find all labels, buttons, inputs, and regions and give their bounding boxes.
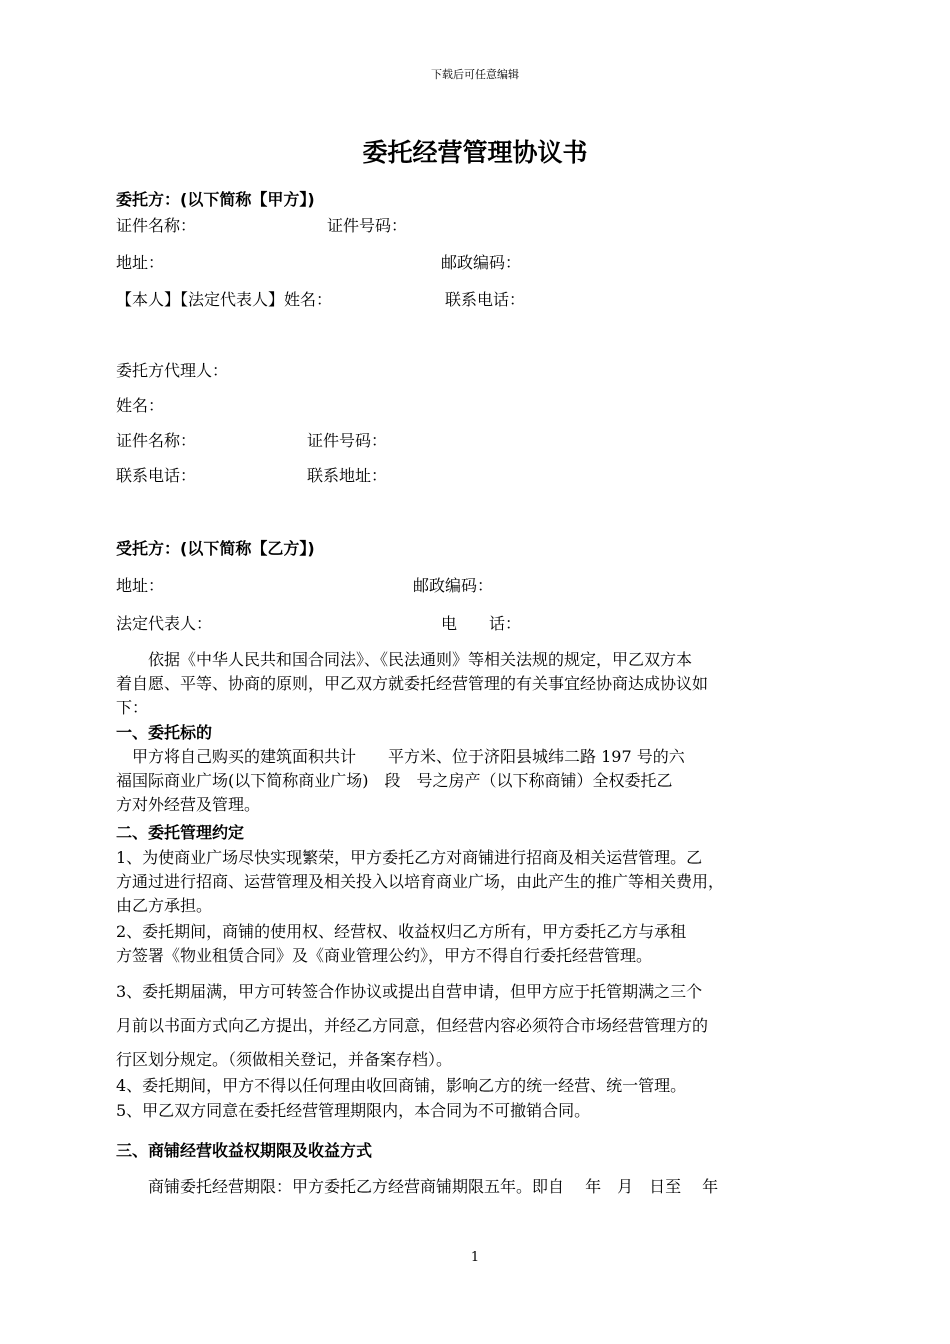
agent-contact-row	[116, 466, 388, 486]
party-a-id-row	[116, 216, 408, 236]
party-b-address-row	[116, 576, 494, 596]
intro-line: 依据《中华人民共和国合同法》、《民法通则》等相关法规的规定，甲乙双方本	[116, 650, 693, 669]
party-a-heading: 委托方：(以下简称【甲方】)	[116, 190, 315, 209]
agent-name: 姓名：	[116, 396, 165, 415]
section2-item5: 5、甲乙双方同意在委托经营管理期限内，本合同为不可撤销合同。	[116, 1101, 591, 1120]
party-b-heading: 受托方：(以下简称【乙方】)	[116, 539, 315, 558]
party-b-legal-rep: 法定代表人：	[116, 614, 213, 633]
intro-paragraph	[116, 648, 836, 720]
party-b-rep-row	[116, 614, 522, 634]
party-b-postcode: 邮政编码：	[413, 576, 494, 595]
section2-item4: 4、委托期间，甲方不得以任何理由收回商铺，影响乙方的统一经营、统一管理。	[116, 1076, 687, 1095]
agent-id-row	[116, 431, 388, 451]
page-header: 下载后可任意编辑	[431, 68, 519, 81]
party-a-id-name: 证件名称：	[116, 216, 197, 235]
section1-line: 方对外经营及管理。	[116, 795, 261, 814]
section1-paragraph	[116, 745, 836, 817]
party-a-id-number: 证件号码：	[327, 216, 408, 235]
party-a-address: 地址：	[116, 253, 165, 272]
section2-heading: 二、委托管理约定	[116, 823, 245, 842]
agent-phone: 联系电话：	[116, 466, 197, 485]
intro-line: 着自愿、平等、协商的原则，甲乙双方就委托经营管理的有关事宜经协商达成协议如	[116, 674, 709, 693]
document-title: 委托经营管理协议书	[362, 138, 588, 167]
agent-id-number: 证件号码：	[307, 431, 388, 450]
section2-item3-line: 月前以书面方式向乙方提出，并经乙方同意，但经营内容必须符合市场经营管理方的	[116, 1016, 709, 1035]
agent-address: 联系地址：	[307, 466, 388, 485]
section2-item2-line: 2、委托期间，商铺的使用权、经营权、收益权归乙方所有，甲方委托乙方与承租	[116, 922, 687, 941]
section1-line: 甲方将自己购买的建筑面积共计 平方米、位于济阳县城纬二路 197 号的六	[116, 747, 685, 766]
section2-item1-line: 方通过进行招商、运营管理及相关投入以培育商业广场，由此产生的推广等相关费用，	[116, 872, 725, 891]
section2-item1	[116, 846, 836, 918]
section1-line: 福国际商业广场(以下简称商业广场) 段 号之房产（以下称商铺）全权委托乙	[116, 771, 673, 790]
section2-item3-line: 3、委托期届满，甲方可转签合作协议或提出自营申请，但甲方应于托管期满之三个	[116, 982, 703, 1001]
party-b-phone: 电 话：	[441, 614, 522, 633]
section3-heading: 三、商铺经营收益权期限及收益方式	[116, 1141, 373, 1160]
section2-item1-line: 1、为使商业广场尽快实现繁荣，甲方委托乙方对商铺进行招商及相关运营管理。乙	[116, 848, 703, 867]
section2-item1-line: 由乙方承担。	[116, 896, 213, 915]
page-number: 1	[470, 1250, 480, 1265]
party-a-address-row	[116, 253, 522, 273]
agent-heading: 委托方代理人：	[116, 361, 229, 380]
section2-item2	[116, 920, 836, 968]
party-a-phone: 联系电话：	[445, 290, 526, 309]
section1-heading: 一、委托标的	[116, 723, 213, 742]
section2-item3-line: 行区划分规定。（须做相关登记，并备案存档）。	[116, 1050, 453, 1069]
party-a-rep-name: 【本人】【法定代表人】姓名：	[116, 290, 333, 309]
party-a-postcode: 邮政编码：	[441, 253, 522, 272]
section2-item2-line: 方签署《物业租赁合同》及《商业管理公约》，甲方不得自行委托经营管理。	[116, 946, 653, 965]
intro-line: 下：	[116, 698, 149, 717]
party-a-rep-row	[116, 290, 526, 310]
section3-line: 商铺委托经营期限：甲方委托乙方经营商铺期限五年。即自 年 月 日至 年	[116, 1177, 719, 1196]
party-b-address: 地址：	[116, 576, 165, 595]
agent-id-name: 证件名称：	[116, 431, 197, 450]
